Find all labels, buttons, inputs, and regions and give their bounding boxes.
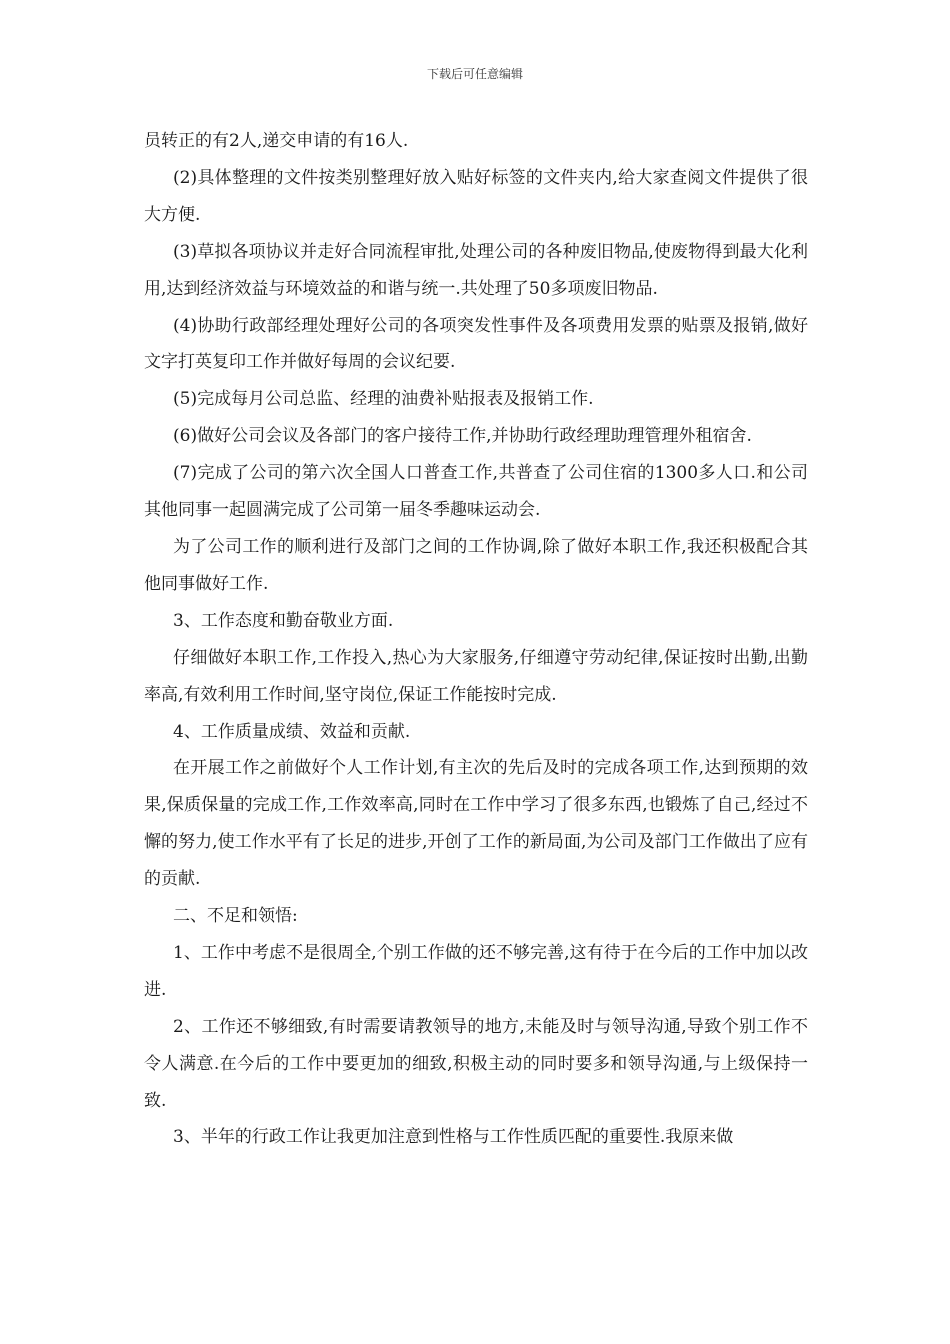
paragraph-4: (4)协助行政部经理处理好公司的各项突发性事件及各项费用发票的贴票及报销,做好文字打英复印工作并做好每周的会议纪要. [144,315,808,373]
section-heading-3: 3、工作态度和勤奋敬业方面. [173,610,394,631]
section-heading-4: 4、工作质量成绩、效益和贡献. [173,721,411,742]
section-heading-2: 二、不足和领悟: [173,906,298,927]
paragraph-6: (6)做好公司会议及各部门的客户接待工作,并协助行政经理助理管理外租宿舍. [173,426,752,447]
paragraph-2: (2)具体整理的文件按类别整理好放入贴好标签的文件夹内,给大家查阅文件提供了很大方便. [144,167,808,225]
paragraph-14: 1、工作中考虑不是很周全,个别工作做的还不够完善,这有待于在今后的工作中加以改进. [144,942,808,1000]
paragraph-1: 员转正的有2人,递交申请的有16人. [144,131,409,151]
paragraph-3: (3)草拟各项协议并走好合同流程审批,处理公司的各种废旧物品,使废物得到最大化利用,达到经济效益与环境效益的和谐与统一.共处理了50多项废旧物品. [144,241,808,299]
paragraph-5: (5)完成每月公司总监、经理的油费补贴报表及报销工作. [173,389,594,410]
paragraph-15: 2、工作还不够细致,有时需要请教领导的地方,未能及时与领导沟通,导致个别工作不令人满意.在今后的工作中要更加的细致,积极主动的同时要多和领导沟通,与上级保持一致. [144,1016,808,1111]
paragraph-7: (7)完成了公司的第六次全国人口普查工作,共普查了公司住宿的1300多人口.和公司其他同事一起圆满完成了公司第一届冬季趣味运动会. [144,463,808,521]
paragraph-12: 在开展工作之前做好个人工作计划,有主次的先后及时的完成各项工作,达到预期的效果,保质保量的完成工作,工作效率高,同时在工作中学习了很多东西,也锻炼了自己,经过不懈的努力,使工作水平有了长足的进步,开创了工作的新局面,为公司及部门工作做出了应有的贡献. [144,758,808,890]
document-body [144,123,808,1156]
paragraph-8: 为了公司工作的顺利进行及部门之间的工作协调,除了做好本职工作,我还积极配合其他同事做好工作. [144,536,808,594]
paragraph-16: 3、半年的行政工作让我更加注意到性格与工作性质匹配的重要性.我原来做 [173,1127,734,1148]
paragraph-10: 仔细做好本职工作,工作投入,热心为大家服务,仔细遵守劳动纪律,保证按时出勤,出勤率高,有效利用工作时间,坚守岗位,保证工作能按时完成. [144,647,808,705]
page-header: 下载后可任意编辑 [426,67,523,81]
